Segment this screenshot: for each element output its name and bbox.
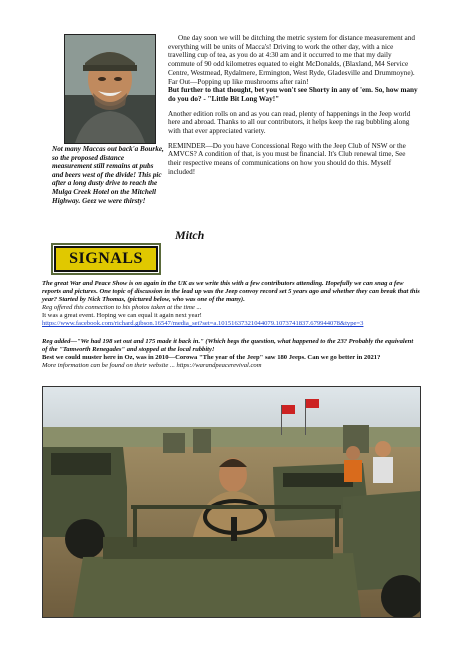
intro-paragraph-1b: Far Out—Popping up like mushrooms after rain!	[168, 77, 309, 86]
intro-column	[168, 34, 418, 183]
signals-paragraph-2: Reg offered this connection to his photos taken at the time ...	[42, 304, 202, 312]
intro-paragraph-2: Another edition rolls on and as you can read, plenty of happenings in the Jeep world here and abroad. Thanks to all our contributors, it helps keep the rag bubbling along with that ever appreciated variety.	[168, 109, 411, 136]
signals-block-2	[42, 338, 420, 370]
signals-block-1	[42, 280, 420, 329]
portrait-caption: Not many Maccas out back'a Bourke, so the proposed distance measurement still remains at pubs and beers west of the divide! This pic after a long dusty drive to reach the Mulga Creek Hotel on the Mitchell Highway. Geez we were thirsty!	[52, 145, 164, 205]
facebook-link[interactable]: https://www.facebook.com/richard.gibson.16547/media_set?set=a.10151637321044079.1073741837.679944078&type=3	[42, 320, 364, 328]
intro-paragraph-1c: But further to that thought, bet you won't see Shorty in any of 'em. So, how many do you do? - "Little Bit Long Way!"	[168, 86, 418, 103]
signals-paragraph-1: The great War and Peace Show is on again in the UK as we write this with a few contributors attending. Hopefully we can snag a few reports and pictures. One topic of discussion in the lead up was the Jeep convoy record set 5 years ago and whether they can break that this year? Started by Nick Thomas, (pictured below, who was one of the many).	[42, 280, 420, 304]
intro-paragraph-1: One day soon we will be ditching the metric system for distance measurement and everything will be units of Macca's! Driving to work the other day, with a nice travelling cup of tea, as you do at 4:30 am and it occurred to me that my daily commute of 90 odd kilometres equated to eight McDonalds, (Blaxland, M4 Service Centre, Westmead, Rydalmere, Ermington, West Ryde, Gladesville and Drummoyne).	[168, 34, 415, 77]
jeep-event-illustration	[43, 387, 420, 617]
intro-paragraph-3: REMINDER—Do you have Concessional Rego with the Jeep Club of NSW or the AMVCS? A condition of that, is you must be financial. It's Club renewal time, See their respective means of communications on how you should do this. Myself included!	[168, 141, 406, 176]
portrait-photo	[64, 34, 156, 144]
signals-paragraph-3: It was a great event. Hoping we can equal it again next year!	[42, 312, 202, 320]
section-title-signals: SIGNALS	[54, 246, 158, 272]
portrait-illustration	[65, 35, 155, 143]
signature: Mitch	[175, 228, 205, 242]
signals-paragraph-5: Best we could muster here in Oz, was in 2010—Corowa "The year of the Jeep" saw 180 Jeeps. Can we go better in 2021?	[42, 354, 381, 362]
signals-paragraph-6: More information can be found on their website ... https://warandpeacerevival.com	[42, 362, 262, 370]
jeep-event-photo	[42, 386, 421, 618]
signals-paragraph-4: Reg added—"We had 198 set out and 175 made it back in." (Which begs the question, what happened to the 23? Probably the equivalent of the "Tamworth Renegades" and stopped at the local rubbity!	[42, 338, 414, 354]
